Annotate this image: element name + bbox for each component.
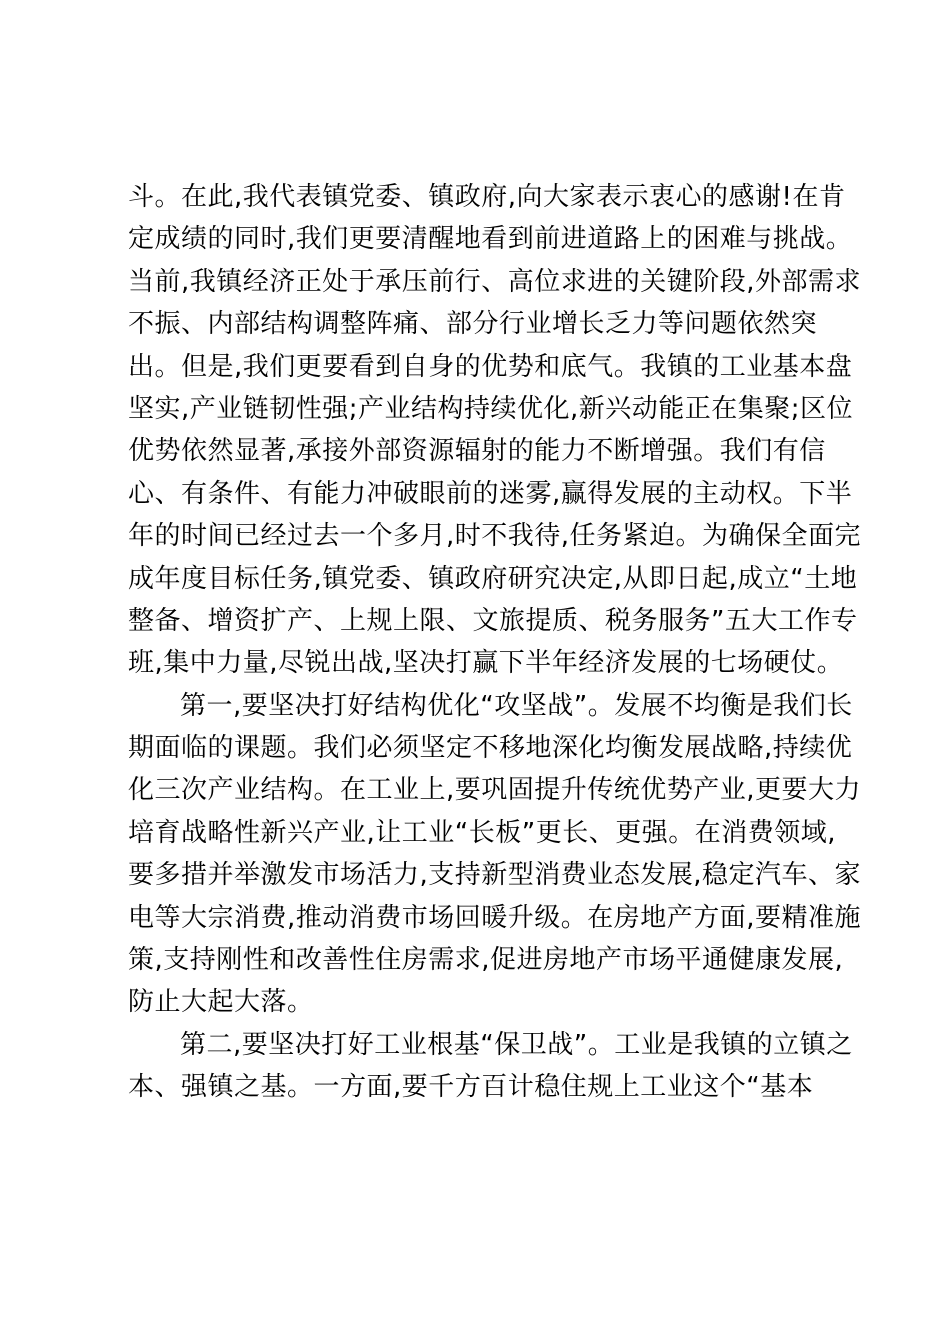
paragraph-first-line: 第二,要坚决打好工业根基“保卫战”。工业是我镇的立镇之	[180, 1029, 853, 1060]
text-line: 整备、增资扩产、上规上限、文旅提质、税务服务”五大工作专	[128, 605, 858, 636]
text-line: 年的时间已经过去一个多月,时不我待,任务紧迫。为确保全面完	[128, 521, 862, 552]
text-line: 防止大起大落。	[128, 987, 314, 1018]
text-line: 定成绩的同时,我们更要清醒地看到前进道路上的困难与挑战。	[128, 224, 853, 255]
text-line: 化三次产业结构。在工业上,要巩固提升传统优势产业,更要大力	[128, 775, 862, 806]
text-line: 策,支持刚性和改善性住房需求,促进房地产市场平通健康发展,	[128, 945, 844, 976]
text-line: 不振、内部结构调整阵痛、部分行业增长乏力等问题依然突	[128, 309, 818, 340]
text-line: 斗。在此,我代表镇党委、镇政府,向大家表示衷心的感谢!在肯	[128, 182, 846, 212]
paragraph-first-line: 第一,要坚决打好结构优化“攻坚战”。发展不均衡是我们长	[180, 690, 853, 721]
text-line: 当前,我镇经济正处于承压前行、高位求进的关键阶段,外部需求	[128, 266, 862, 297]
text-line: 出。但是,我们更要看到自身的优势和底气。我镇的工业基本盘	[128, 351, 853, 382]
body-text	[128, 176, 862, 1109]
text-line: 班,集中力量,尽锐出战,坚决打赢下半年经济发展的七场硬仗。	[128, 648, 844, 679]
text-line: 坚实,产业链韧性强;产业结构持续优化,新兴动能正在集聚;区位	[128, 393, 854, 424]
text-line: 要多措并举激发市场活力,支持新型消费业态发展,稳定汽车、家	[128, 860, 862, 891]
text-line: 心、有条件、有能力冲破眼前的迷雾,赢得发展的主动权。下半	[128, 478, 853, 509]
text-line: 培育战略性新兴产业,让工业“长板”更长、更强。在消费领域,	[128, 817, 836, 848]
text-line: 本、强镇之基。一方面,要千方百计稳住规上工业这个“基本	[128, 1072, 814, 1103]
text-line: 优势依然显著,承接外部资源辐射的能力不断增强。我们有信	[128, 436, 826, 467]
text-line: 成年度目标任务,镇党委、镇政府研究决定,从即日起,成立“土地	[128, 563, 858, 594]
text-line: 电等大宗消费,推动消费市场回暖升级。在房地产方面,要精准施	[128, 902, 862, 933]
text-line: 期面临的课题。我们必须坚定不移地深化均衡发展战略,持续优	[128, 733, 853, 764]
